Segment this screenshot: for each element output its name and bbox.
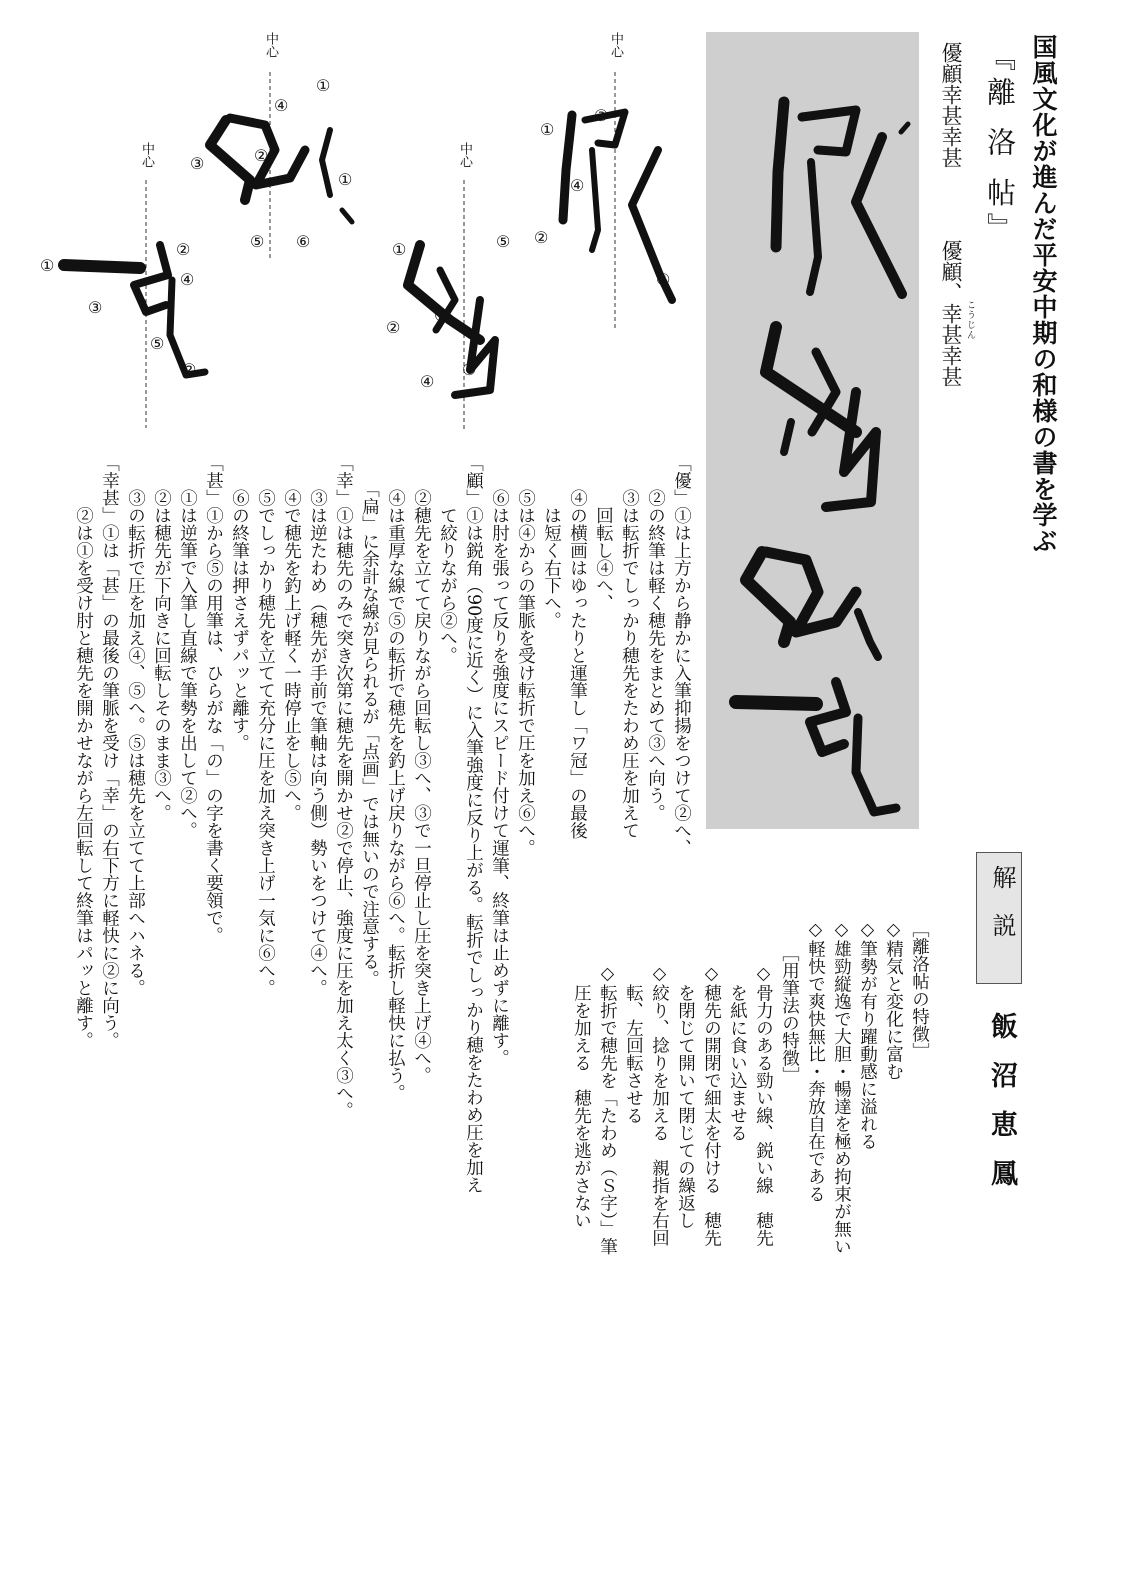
reference-text: 優顧幸甚幸甚 (939, 42, 963, 168)
guide-stroke (210, 120, 250, 200)
calligraphy-image (706, 32, 919, 829)
step-marker: ③ (190, 154, 205, 173)
calligraphy-strokes (706, 32, 919, 829)
step-marker: ⑥ (296, 232, 311, 251)
note-line: ④で穂先を釣上げ軽く一時停止をし⑤へ。 (281, 454, 302, 822)
note-line: ③の転折で圧を加え④、⑤へ。⑤は穂先を立てて上部へハネる。 (125, 454, 146, 997)
note-line: ④の横画はゆったりと運筆し「ワ冠」の最後 (567, 454, 588, 839)
brush-item: ◇穂先の開閉で細太を付ける 穂先 (701, 964, 722, 1247)
brush-item: を閉じて開いて閉じての繰返し (675, 984, 696, 1229)
step-marker: ② (254, 146, 269, 165)
note-line: 「幸甚」①は「甚」の最後の筆脈を受け「幸」の右下方に軽快に②に向う。 (99, 454, 120, 1049)
step-marker: ② (176, 240, 191, 259)
note-line: ②は穂先が下向きに回転しそのまま③へ。 (151, 454, 172, 822)
step-marker: ③ (88, 298, 103, 317)
brush-item: ◇骨力のある勁い線、鋭い線 穂先 (753, 964, 774, 1247)
guide-stroke (342, 210, 352, 222)
note-line: 「甚」①から⑤の用筆は、ひらがな「の」の字を書く要領で。 (203, 454, 224, 944)
step-marker: ① (392, 240, 407, 259)
feature-item: ◇軽快で爽快無比・奔放自在である (805, 920, 826, 1203)
step-marker: ① (338, 170, 353, 189)
note-line: ⑥の終筆は押さえずパッと離す。 (229, 454, 250, 752)
center-label: 中心 (457, 142, 472, 168)
guide-stroke (563, 115, 572, 220)
step-marker: ② (534, 228, 549, 247)
note-line: は短く右下へ。 (541, 454, 562, 629)
step-marker: ④ (180, 270, 195, 289)
note-line: 「扁」に余計な線が見られるが「点画」では無いので注意する。 (359, 454, 380, 988)
note-line: 「幸」①は穂先のみで突き次第に穂先を開かせ②で停止、強度に圧を加え太く③へ。 (333, 454, 354, 1119)
guide-stroke (592, 150, 598, 250)
step-marker: ④ (570, 176, 585, 195)
brush-heading: ［用筆法の特徴］ (779, 944, 800, 1084)
step-marker: ⑤ (250, 232, 265, 251)
brush-item: を紙に食い込ませる (727, 984, 748, 1142)
guide-stroke (64, 265, 140, 268)
furigana: こうじん (965, 300, 975, 340)
step-marker: ③ (434, 306, 449, 325)
note-line: ②は①を受け肘と穂先を開かせながら左回転して終筆はパッと離す。 (73, 454, 94, 1049)
center-label: 中心 (139, 142, 154, 168)
note-line: 「顧」①は鋭角（90度に近く）に入筆強度に反り上がる。転折でしっかり穂をたわめ圧を加え (463, 454, 484, 1194)
brush-item: ◇絞り、捻りを加える 親指を右回 (649, 964, 670, 1247)
note-line: ①は逆筆で入筆し直線で筆勢を出して②へ。 (177, 454, 198, 839)
note-line: 「優」①は上方から静かに入筆抑揚をつけて②へ、 (671, 454, 692, 857)
step-marker: ① (40, 256, 55, 275)
feature-item: ◇筆勢が有り躍動感に溢れる (857, 920, 878, 1150)
brush-item: 転、左回転させる (623, 984, 644, 1124)
step-marker: ④ (274, 96, 289, 115)
note-line: ③は転折でしっかり穂先をたわめ圧を加えて (619, 454, 640, 839)
step-marker: ⑤ (150, 334, 165, 353)
brush-item: 圧を加える 穂先を逃がさない (571, 984, 592, 1229)
note-line: て絞りながら②へ。 (437, 454, 458, 664)
guide-stroke (455, 300, 495, 395)
author-name: 飯沼恵鳳 (986, 1012, 1017, 1208)
step-marker: ① (316, 76, 331, 95)
step-marker: ③ (594, 106, 609, 125)
note-line: 回転し④へ、 (593, 454, 614, 612)
reference-reading: 優顧、幸甚幸甚 (939, 240, 963, 387)
guide-stroke (134, 245, 168, 312)
kaisetsu-label: 解説 (976, 852, 1022, 984)
stroke-guide (0, 0, 700, 440)
features-heading: ［離洛帖の特徴］ (909, 920, 930, 1060)
step-marker: ② (386, 318, 401, 337)
guide-stroke (408, 245, 480, 340)
main-title: 国風文化が進んだ平安中期の和様の書を学ぶ (1029, 34, 1058, 554)
feature-item: ◇雄勁縦逸で大胆・暢達を極め拘束が無い (831, 920, 852, 1255)
step-marker: ② (182, 360, 197, 379)
step-marker: ④ (420, 372, 435, 391)
step-marker: ⑤ (496, 232, 511, 251)
work-title: 『離 洛 帖』 (983, 42, 1017, 248)
brush-item: ◇転折で穂先を「たわめ（Ｓ字）」筆 (597, 964, 618, 1256)
feature-item: ◇精気と変化に富む (883, 920, 904, 1080)
step-marker: ① (540, 120, 555, 139)
note-line: ⑥は肘を張って反りを強度にスピード付けて運筆、終筆は止めずに離す。 (489, 454, 510, 1067)
step-marker: ⑥ (462, 360, 477, 379)
center-label: 中心 (263, 32, 278, 58)
note-line: ④は重厚な線で⑤の転折で穂先を釣上げ戻りながら⑥へ。転折し軽快に払う。 (385, 454, 406, 1102)
note-line: ③は逆たわめ（穂先が手前で筆軸は向う側）勢いをつけて④へ。 (307, 454, 328, 997)
center-label: 中心 (608, 32, 623, 58)
note-line: ⑤は④からの筆脈を受け転折で圧を加え⑥へ。 (515, 454, 536, 857)
note-line: ⑤でしっかり穂先を立てて充分に圧を加え突き上げ一気に⑥へ。 (255, 454, 276, 997)
note-line: ②穂先を立てて戻りながら回転し③へ、③で一旦停止し圧を突き上げ④へ。 (411, 454, 432, 1084)
note-line: ②の終筆は軽く穂先をまとめて③へ向う。 (645, 454, 666, 822)
step-marker: ⑥ (656, 270, 671, 289)
guide-stroke (322, 130, 330, 195)
